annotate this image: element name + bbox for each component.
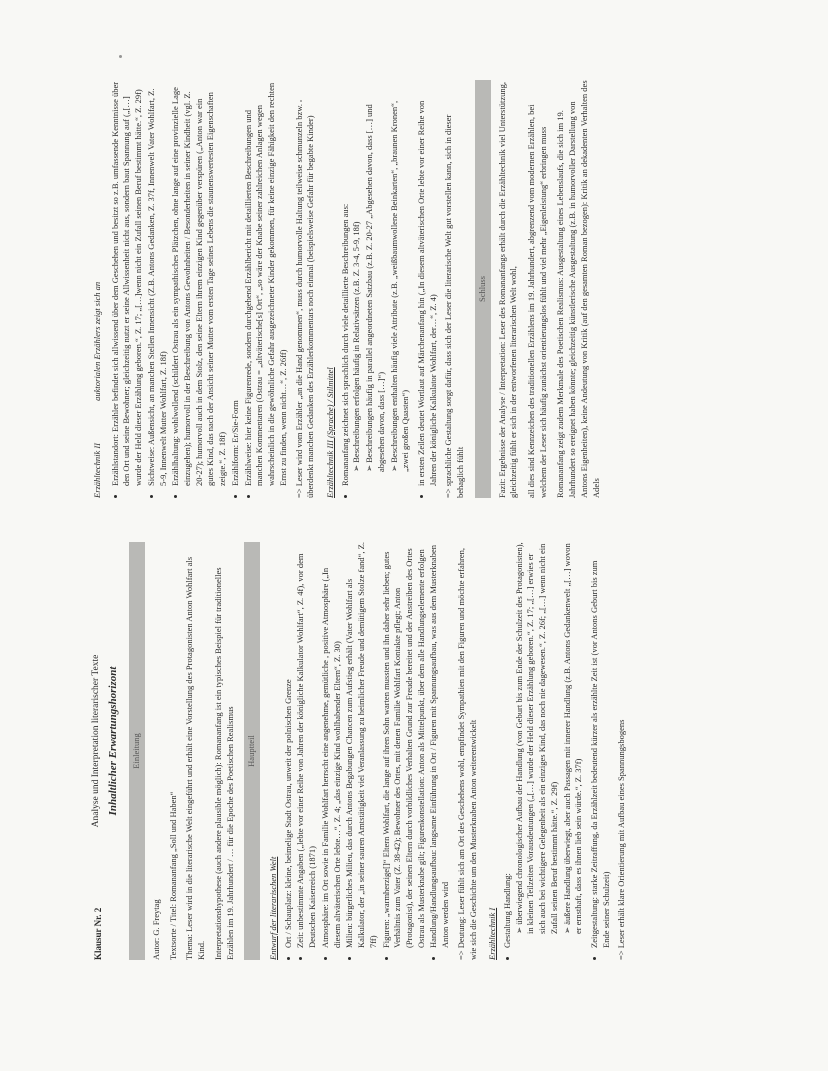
- section-note: auktorialen Erzählers zeigt sich an: [92, 281, 102, 401]
- section-bar-hauptteil: Hauptteil: [244, 542, 260, 960]
- entwurf-list: [283, 542, 452, 960]
- list-item: • Sichtweise: Außensicht, an manchen Stellen Innensicht (Z.B. Antons Gedanken, Z. 37f, Innenwelt Vater Wohlfart, Z. 5-9, Innenwelt Mutter Wohlfart, Z. 18f): [146, 80, 169, 486]
- list-item: • Zeit: unbestimmte Angaben („lebte vor einer Reihe von Jahren der königliche Kalkulator Wohlfart“, Z. 4f), vor dem Deutschen Kaiserreich (1871): [295, 542, 318, 948]
- section-heading-erzaehltechnik-3: Erzähltechnik III (Sprache) / Stilmittel: [324, 367, 335, 498]
- fazit-paragraph: Fazit: Ergebnisse der Analyse / Interpretation: Leser des Romananfangs erhält durch die Erzähltechnik viel Unterstützung, gleichzeitig fühlt er sich in der entworfenen literarischen Welt wohl,: [496, 82, 519, 498]
- list-item: • Erzählweise: hier keine Figurenrede, sondern durchgehend Erzählbericht mit detaillierten Beschreibungen und manchen Kommentaren (Ostrau = „altväterische[s] Ort“, „so wäre der Knabe seiner zahlreichen Anlagen wegen wahrscheinlich in die gewöhnliche Gefahr ausgezeichneter Kinder gekommen, für keine einzige Fähigkeit den rechten Ernst zu finden, wenn nicht…“, Z. 26ff): [243, 80, 290, 486]
- list-item: • Erzählhaltung: wohlwollend (schildert Ostrau als ein sympathisches Plätzchen, ohne lange auf eine provinzielle Lage einzugehen); humorvoll in der Beschreibung von Antons Gewohnheiten / Besonderheiten in seiner Kindheit (vgl. Z. 20-27); humorvoll auch in dem Stolz, den seine Eltern ihrem einzigen Kind gegenüber verspüren („Anton war ein gutes Kind, das nach der Ansicht seiner Mutter vom ersten Tage seines Lebens die staunenswertesten Eigenschaften zeigte.“, Z. 18f): [170, 80, 229, 486]
- list-item: • Erzählstandort: Erzähler befindet sich allwissend über dem Geschehen und besitzt so z.B. umfassende Kenntnisse über den Ort und seine Bewohner; gleichzeitig nutzt er seine Allwissenheit nicht aus, sondern baut Spannung auf („[…] wurde der Held dieser Erzählung geboren.“, Z. 17; „[…]wenn nicht ein Zufall seinen Beruf bestimmt hätte.“, Z. 29f): [110, 80, 145, 486]
- sprache-list: [340, 80, 440, 498]
- document-subtitle: Inhaltlicher Erwartungshorizont: [107, 666, 120, 816]
- list-item: ➢ Beschreibungen enthalten häufig viele Attribute (z.B. „weißbaumwollene Beinkarten“, „braunen Kronen“, „zwei großen Quasten“): [389, 80, 412, 472]
- dust-speck: [119, 55, 122, 58]
- romananfang-sublist: [351, 80, 412, 486]
- list-item: • Atmosphäre: im Ort sowie in Familie Wohlfart herrscht eine angenehme, gemütliche , positive Atmosphäre („In diesem altväterischen Orte lebte…“, Z. 4; „das einzige Kind wohlhabender Eltern“, Z. 30): [320, 542, 343, 948]
- list-item: ➢ Beschreibungen erfolgen häufig in Relativsätzen (z.B. Z. 3-4, 5-9, 18f): [351, 80, 363, 472]
- list-item: ➢ äußere Handlung überwiegt, aber auch Passagen mit innerer Handlung (z.B. Antons Gedankenwelt „[…] wovon er ernsthaft, dass es ihnen lieb sein würde.“, Z. 37f): [562, 542, 585, 934]
- fazit-paragraph: all dies sind Kennzeichen des traditionellen Erzählens im 19. Jahrhundert, abgrenzend vom modernen Erzählen, bei welchem der Leser sich häufig zunächst orientierungslos fühlt und viel mehr „Eigenleistung“ erbringen muss: [526, 104, 548, 498]
- gestaltung-list: [502, 542, 612, 960]
- section-heading-erzaehltechnik-1: Erzähltechnik I: [487, 907, 498, 960]
- deutung-sprache-line: => sprachliche Gestaltung sorgt dafür, dass sich der Leser die literarische Welt gut vorstellen kann, sich in dieser behaglich fühlt: [443, 114, 466, 498]
- erzaehltechnik-2-list: [110, 80, 290, 498]
- left-column: [90, 542, 730, 960]
- deutung-line: => Deutung: Leser fühlt sich am Ort des Geschehens wohl, empfindet Sympathien mit den Figuren und möchte erfahren, wie sich die Geschichte um den Musterknaben Anton weiterentwickelt: [455, 547, 478, 960]
- section-bar-einleitung: Einleitung: [129, 542, 145, 960]
- hypothesis-line: Interpretationshypothese (auch andere plausible möglich): Romananfang ist ein typisches Beispiel für traditionelles Erzählen im 19. Jahrhundert / … für die Epoche des Poetischen Realismus: [212, 567, 235, 960]
- section-heading-entwurf: Entwurf der literarischen Welt: [268, 856, 279, 960]
- section-bar-schluss: Schluss: [475, 80, 491, 498]
- text-type-line: Textsorte / Titel: Romananfang „Soll und Haben“: [167, 791, 178, 960]
- list-item: • Erzählform: Er/Sie-Form: [230, 80, 242, 486]
- section-heading-erzaehltechnik-2: Erzähltechnik II: [92, 443, 102, 498]
- gestaltung-label: Gestaltung Handlung:: [501, 873, 512, 948]
- exam-number: Klausur Nr. 2: [93, 907, 103, 960]
- document-title: Analyse und Interpretation literarischer Texte: [91, 654, 101, 828]
- author-line: Autor: G. Freytag: [151, 899, 161, 960]
- erzaehltechnik-2-header: [92, 80, 104, 498]
- list-item: • Zeitgestaltung: starke Zeitraffung, da Erzählzeit bedeutend kürzer als erzählte Zeit ist (vor Antons Geburt bis zum Ende seiner Schulzeit): [589, 542, 612, 948]
- list-item: • Handlung/Handlungsaufbau: langsame Einführung in Ort / Figuren mit Spannungsaufbau, was aus dem Musterknaben Anton werden wird: [428, 542, 451, 948]
- list-item: • Milieu: bürgerliches Milieu, das durch Antons Begabungen Chancen zum Aufstieg erhält (Vater Wohlfart als Kalkulator, der „in seiner sauren Amtstätigkeit viel Veranlassung zu heimlicher Freude und demütigem Stolze fand“, Z. 7ff): [344, 542, 379, 948]
- leser-line: => Leser wird vom Erzähler „an die Hand genommen“, muss durch humorvolle Haltung teilweise schmunzeln bzw. überdenkt manchen Gedanken des Erzählerkommentars noch einmal (beispielsweise Gefahr für begabte Kinder): [293, 103, 316, 498]
- rotated-sheet: [90, 60, 730, 960]
- romananfang-label: Romananfang zeichnet sich sprachlich durch viele detaillierte Beschreibungen aus:: [339, 203, 350, 486]
- list-item: • Figuren: „warmherzige[]“ Eltern Wohlfart, die lange auf ihren Sohn warten mussten und ihn daher sehr lieben; gutes Verhältnis zum Vater (Z. 38-42); Bewohner des Ortes, mit denen Familie Wohlfart Kontakte pflegt; Anton (Protagonist), der seinen Eltern durch vorbildliches Verhalten Grund zur Freude bereitet und der Anstreiben des Ortes Ostrau als Musterknabe gilt; Figurenkonstellation: Anton als Mittelpunkt, über dem alle Handlungselemente erfolgen: [381, 542, 428, 948]
- list-item: ➢ überwiegend chronologischer Aufbau der Handlung (von Geburt bis zum Ende der Schulzeit des Protagonisten), in kleinen Teilzeiten Vorausdeutungen („[…] wurde der Held dieser Erzählung geboren.“, Z. 17; „[…] erwies er sich auch bei wichtigere Gelegenheit als ein einziges Kind, das noch nie dagewesen.“, Z. 26f; „[…] wenn nicht ein Zufall seinen Beruf bestimmt hätte.“, Z. 29f): [514, 542, 561, 934]
- right-column: [90, 80, 730, 498]
- list-item: ➢ Beschreibungen häufig in parallel angeordneten Satzbau (z.B. Z. 20-27 „Abgesehen davon, dass […] und abgesehen davon, dass […]“): [364, 80, 387, 472]
- fazit-paragraph: Romananfang zeigt zudem Merkmale des Poetischen Realismus: Ausgestaltung eines Lebenslaufs, die sich im 19. Jahrhundert so ereignet haben könnte; gleichzeitig künstlerische Ausgestaltung (z.B. in humorvoller Darstellung von Antons Eigenheiten), keine Andeutung von Kritik (auf den gesamten Roman bezogen): Kritik an dekadenten Verhalten des Adels: [555, 80, 601, 498]
- gestaltung-sublist: [514, 542, 585, 948]
- list-item: [340, 80, 412, 486]
- list-item: • in ersten Zeilen deutet Wortlaut auf Märchenanfang hin („In diesem altväterischen Orte lebte vor einer Reihe von Jahren der königliche Kalkulator Wohlfart, der…“, Z. 4): [416, 80, 439, 486]
- list-item: • Ort / Schauplatz: kleine, beimelige Stadt Ostrau, unweit der polnischen Grenze: [283, 542, 295, 948]
- summary-line: => Leser erhält klare Orientierung mit Aufbau eines Spannungsbogens: [616, 719, 627, 960]
- list-item: [502, 542, 585, 948]
- theme-line: Thema: Leser wird in die literarische Welt eingeführt und erhält eine Vorstellung des Protagonisten Anton Wohlfart als Kind.: [184, 556, 207, 960]
